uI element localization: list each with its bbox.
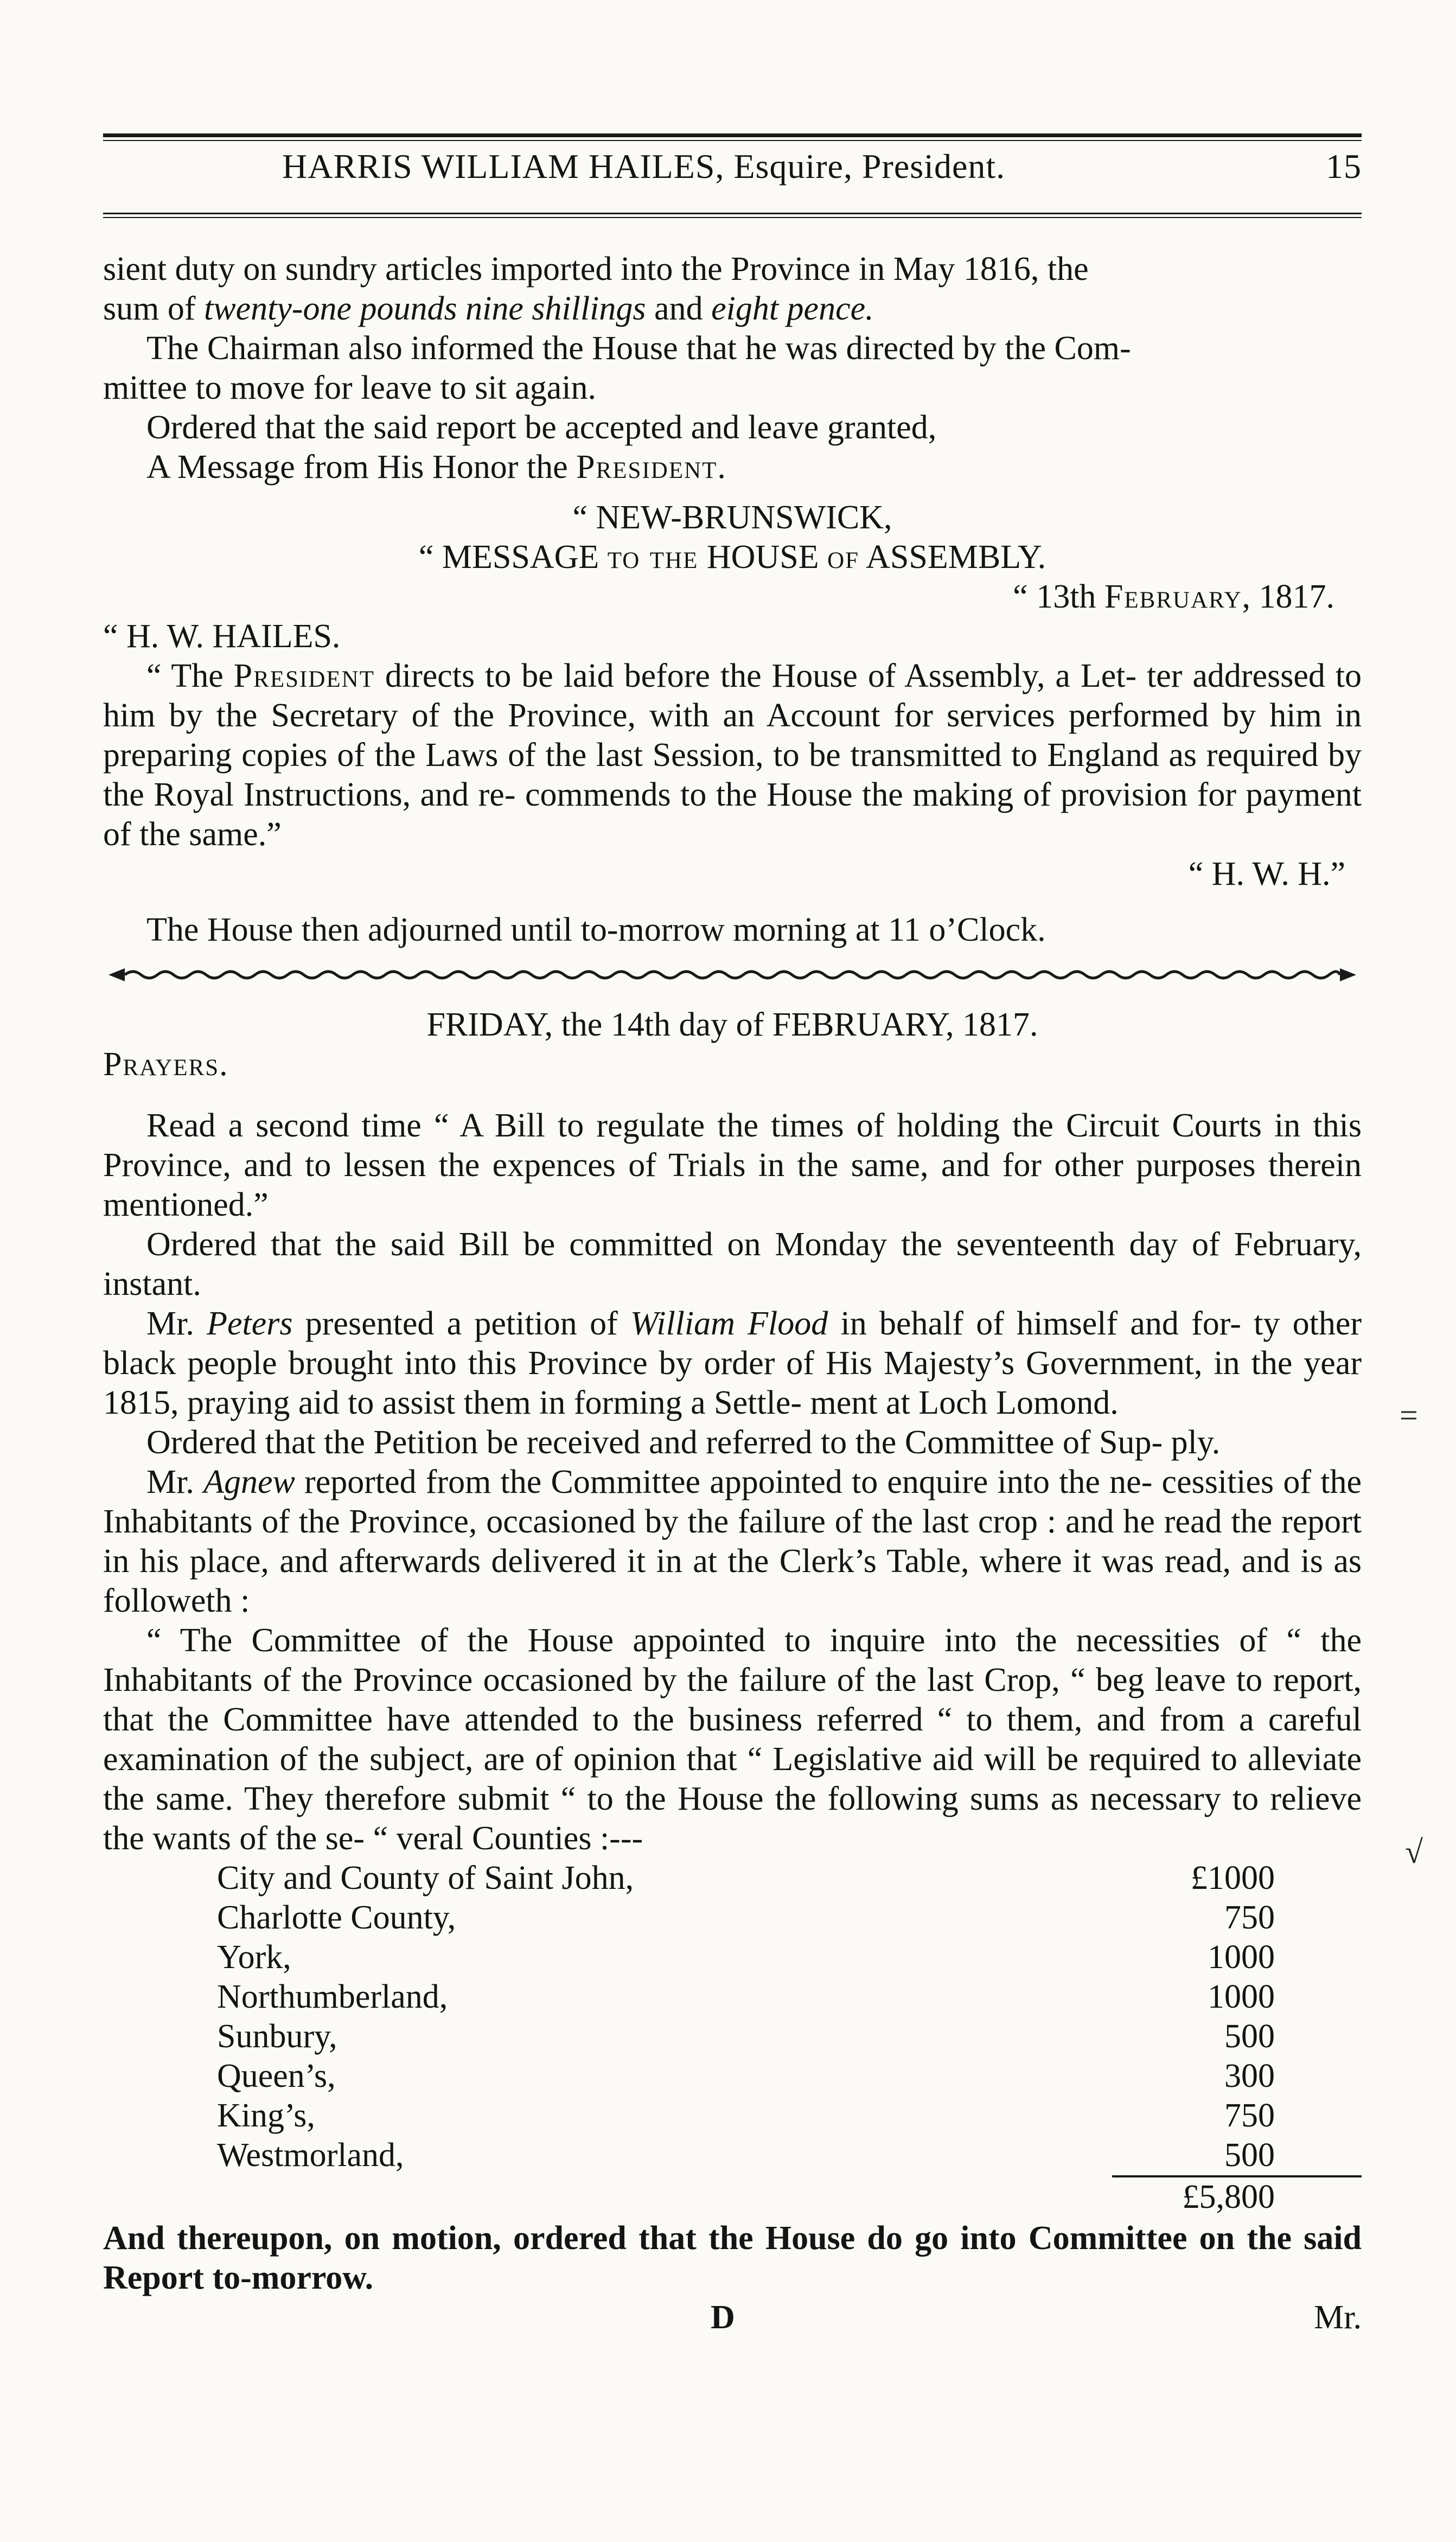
county-row: Northumberland, 1000: [217, 1978, 1275, 2015]
header-bottom-rule-thin: [103, 217, 1362, 218]
header-bottom-rule: [103, 213, 1362, 214]
message-signer: “ H. W. HAILES.: [103, 618, 341, 655]
county-row: York, 1000: [217, 1939, 1275, 1976]
text-line: mittee to move for leave to sit again.: [103, 369, 597, 406]
county-table: [217, 1858, 1362, 2219]
county-row: Queen’s, 300: [217, 2058, 1275, 2094]
catchword: Mr.: [1314, 2299, 1362, 2336]
message-text: “ The President directs to be laid before the House of Assembly, a Let- ter addressed to him by the Secretary of the Province, with an Account for services performed by him in preparing copies of the Laws of the last Session, to be transmitted to England as required by the Royal Instructions, and re- commends to the House the making of provision for payment of the same.”: [103, 657, 1362, 853]
page-number: 15: [1326, 147, 1362, 186]
ornament-wave-icon: [103, 964, 1362, 986]
paragraph: Ordered that the Petition be received and referred to the Committee of Sup- ply.: [146, 1424, 1221, 1461]
paragraph: Read a second time “ A Bill to regulate the times of holding the Circuit Courts in this Province, and to lessen the expences of Trials in the same, and for other purposes therein mentioned.”: [103, 1107, 1362, 1223]
committee-report: “ The Committee of the House appointed to inquire into the necessities of “ the Inhabitants of the Province occasioned by the failure of the last Crop, “ beg leave to report, that the Committee have attended to the business referred “ to them, and from a careful examination of the subject, are of opinion that “ Legislative aid will be required to alleviate the same. They therefore submit “ to the House the following sums as necessary to relieve the wants of the se- “ veral Counties :---: [103, 1622, 1362, 1857]
signature-mark: D: [711, 2299, 735, 2336]
running-header: [103, 142, 1362, 191]
paragraph: Mr. Peters presented a petition of William Flood in behalf of himself and for- ty other black people brought into this Province by order of His Majesty’s Government, in the year 1815, praying aid to assist them in forming a Settle- ment at Loch Lomond.: [103, 1305, 1362, 1421]
body-text: [103, 250, 1362, 2341]
text-line: sum of twenty-one pounds nine shillings and eight pence.: [103, 290, 874, 327]
day-heading: FRIDAY, the 14th day of FEBRUARY, 1817.: [426, 1006, 1038, 1043]
page-footer: [103, 2298, 1362, 2341]
header-top-rule-thin: [103, 140, 1362, 141]
text-line: sient duty on sundry articles imported into the Province in May 1816, the: [103, 251, 1089, 288]
prayers-label: Prayers.: [103, 1046, 229, 1083]
running-title: HARRIS WILLIAM HAILES, Esquire, President.: [282, 147, 1006, 186]
message-initials: “ H. W. H.”: [1188, 855, 1345, 892]
message-heading: “ MESSAGE to the HOUSE of ASSEMBLY.: [418, 539, 1046, 576]
text-line: Ordered that the said report be accepted and leave granted,: [146, 409, 937, 446]
paragraph: Mr. Agnew reported from the Committee appointed to enquire into the ne- cessities of the Inhabitants of the Province, occasioned by the failure of the last crop : and he read the report in his place, and afterwards delivered it in at the Clerk’s Table, where it was read, and is as followeth :: [103, 1464, 1362, 1619]
message-heading: “ NEW-BRUNSWICK,: [572, 499, 892, 536]
county-row: Sunbury, 500: [217, 2018, 1275, 2055]
county-row: Westmorland, 500: [217, 2137, 1275, 2174]
header-top-rule: [103, 133, 1362, 137]
paragraph: Ordered that the said Bill be committed on Monday the seventeenth day of February, instant.: [103, 1226, 1362, 1302]
county-row: Charlotte County, 750: [217, 1899, 1275, 1936]
total-row: [217, 2175, 1362, 2219]
margin-check-mark: √: [1405, 1834, 1423, 1870]
ornamental-divider: [103, 964, 1362, 986]
total-amount: £5,800: [1112, 2175, 1362, 2219]
message-date: “ 13th February, 1817.: [1013, 578, 1334, 615]
adjourn-line: The House then adjourned until to-morrow morning at 11 o’Clock.: [146, 911, 1046, 948]
county-row: City and County of Saint John, £1000: [217, 1860, 1275, 1896]
text-line: The Chairman also informed the House that he was directed by the Com-: [146, 330, 1131, 367]
margin-mark: =: [1400, 1397, 1418, 1433]
county-row: King’s, 750: [217, 2097, 1275, 2134]
closing-paragraph: And thereupon, on motion, ordered that the House do go into Committee on the said Report to-morrow.: [103, 2220, 1362, 2296]
text-line: A Message from His Honor the President.: [146, 449, 727, 486]
